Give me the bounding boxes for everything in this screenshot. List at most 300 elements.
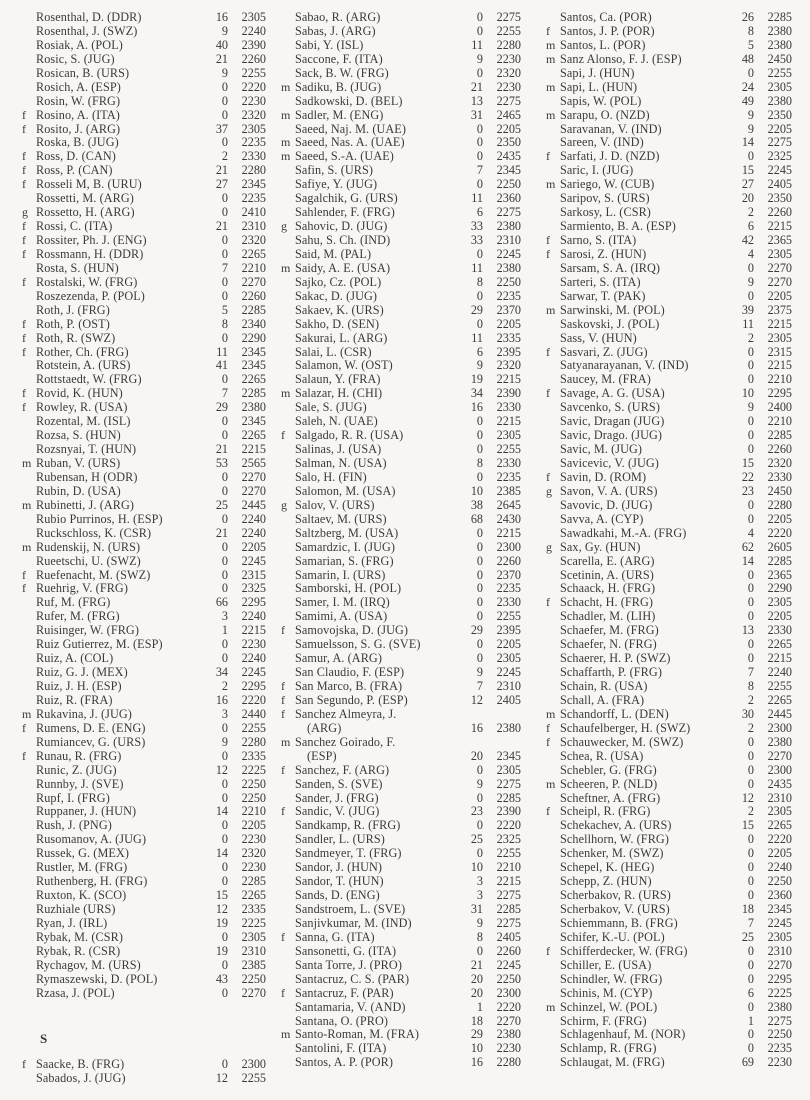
player-name: Rubinetti, J. (ARG) bbox=[36, 498, 135, 512]
player-name: Schifer, K.-U. (POL) bbox=[560, 930, 665, 944]
elo-rating: 2220 bbox=[241, 79, 266, 94]
games-count: 11 bbox=[471, 260, 483, 275]
title-marker: f bbox=[22, 400, 26, 415]
player-name: Rosseli M, B. (URU) bbox=[36, 178, 142, 192]
elo-rating: 2290 bbox=[767, 581, 792, 596]
elo-rating: 2435 bbox=[767, 776, 792, 791]
elo-rating: 2230 bbox=[496, 79, 521, 94]
player-entry bbox=[22, 917, 266, 931]
player-entry bbox=[22, 95, 266, 109]
elo-rating: 2295 bbox=[241, 679, 266, 693]
title-marker: f bbox=[22, 386, 26, 401]
games-count: 3 bbox=[476, 888, 483, 903]
games-count: 0 bbox=[221, 274, 228, 289]
player-name: Savovic, D. (JUG) bbox=[560, 498, 653, 512]
elo-rating: 2345 bbox=[241, 358, 266, 373]
player-entry bbox=[546, 945, 792, 959]
player-entry bbox=[22, 234, 266, 248]
games-count: 3 bbox=[221, 706, 228, 721]
player-name: Salinas, J. (USA) bbox=[295, 443, 382, 457]
title-marker: f bbox=[546, 149, 550, 164]
player-name: Sarfati, J. D. (NZD) bbox=[560, 150, 660, 164]
elo-rating: 2390 bbox=[241, 37, 266, 52]
elo-rating: 2350 bbox=[767, 107, 792, 122]
player-entry bbox=[22, 123, 266, 137]
player-name: Schekachev, A. (URS) bbox=[560, 819, 672, 833]
player-name: Safiye, Y. (JUG) bbox=[295, 178, 378, 192]
games-count: 0 bbox=[747, 957, 754, 972]
player-name: Salazar, H. (CHI) bbox=[295, 387, 383, 401]
player-name: Rustler, M. (FRG) bbox=[36, 861, 128, 875]
player-name: Rychagov, M. (URS) bbox=[36, 958, 141, 972]
player-entry bbox=[281, 610, 521, 624]
games-count: 6 bbox=[747, 985, 754, 1000]
elo-rating: 2450 bbox=[767, 51, 792, 66]
player-entry bbox=[281, 471, 521, 485]
elo-rating: 2335 bbox=[241, 748, 266, 763]
games-count: 0 bbox=[476, 846, 483, 861]
games-count: 16 bbox=[215, 10, 228, 24]
player-name: Schinis, M. (CYP) bbox=[560, 986, 653, 1000]
games-count: 0 bbox=[221, 205, 228, 220]
player-name: Ruxton, K. (SCO) bbox=[36, 889, 127, 903]
player-name: Saidy, A. E. (USA) bbox=[295, 261, 391, 275]
title-marker: f bbox=[281, 623, 285, 638]
games-count: 9 bbox=[747, 400, 754, 415]
elo-rating: 2250 bbox=[496, 177, 521, 192]
player-name: Sadiku, B. (JUG) bbox=[295, 80, 382, 94]
title-marker: f bbox=[546, 344, 550, 359]
title-marker: f bbox=[22, 177, 26, 192]
player-entry bbox=[546, 1015, 792, 1029]
player-name: Ryan, J. (IRL) bbox=[36, 916, 108, 930]
player-name: Savage, A. G. (USA) bbox=[560, 387, 665, 401]
player-name: Samborski, H. (POL) bbox=[295, 582, 402, 596]
player-entry bbox=[281, 945, 521, 959]
player-name: Rossetto, H. (ARG) bbox=[36, 206, 135, 220]
games-count: 4 bbox=[747, 246, 754, 261]
player-entry bbox=[281, 931, 521, 945]
games-count: 27 bbox=[741, 177, 754, 192]
player-entry bbox=[22, 499, 266, 513]
games-count: 2 bbox=[747, 720, 754, 735]
player-entry bbox=[22, 624, 266, 638]
player-entry bbox=[281, 457, 521, 471]
player-name: Rukavina, J. (JUG) bbox=[36, 707, 132, 721]
elo-rating: 2215 bbox=[496, 414, 521, 429]
player-entry bbox=[546, 332, 792, 346]
player-entry bbox=[546, 917, 792, 931]
elo-rating: 2280 bbox=[241, 734, 266, 749]
games-count: 0 bbox=[221, 469, 228, 484]
games-count: 0 bbox=[476, 651, 483, 666]
player-entry bbox=[22, 847, 266, 861]
player-entry bbox=[22, 750, 266, 764]
player-name: Rudenskij, N. (URS) bbox=[36, 540, 141, 554]
title-marker: f bbox=[546, 943, 550, 958]
player-name: Saric, I. (JUG) bbox=[560, 164, 634, 178]
player-name: Said, M. (PAL) bbox=[295, 247, 372, 261]
player-name: Ruiz, G. J. (MEX) bbox=[36, 666, 128, 680]
games-count: 0 bbox=[476, 442, 483, 457]
player-name: Schaufelberger, H. (SWZ) bbox=[560, 721, 691, 735]
player-name: Ross, P. (CAN) bbox=[36, 164, 113, 178]
player-entry bbox=[546, 318, 792, 332]
player-entry bbox=[22, 694, 266, 708]
title-marker: m bbox=[281, 734, 291, 749]
elo-rating: 2380 bbox=[767, 93, 792, 108]
player-entry bbox=[22, 220, 266, 234]
games-count: 1 bbox=[476, 999, 483, 1014]
elo-rating: 2230 bbox=[496, 51, 521, 66]
player-entry bbox=[281, 959, 521, 973]
player-entry bbox=[546, 429, 792, 443]
title-marker: m bbox=[546, 776, 556, 791]
player-entry bbox=[546, 624, 792, 638]
elo-rating: 2250 bbox=[496, 274, 521, 289]
player-name: Sanden, S. (SVE) bbox=[295, 777, 383, 791]
player-name: Scheeren, P. (NLD) bbox=[560, 777, 658, 791]
games-count: 25 bbox=[215, 497, 228, 512]
games-count: 15 bbox=[741, 163, 754, 178]
games-count: 3 bbox=[476, 874, 483, 889]
player-name: Rossiter, Ph. J. (ENG) bbox=[36, 234, 147, 247]
games-count: 0 bbox=[221, 191, 228, 206]
player-entry bbox=[22, 778, 266, 792]
player-entry bbox=[281, 178, 521, 192]
player-name: Schepp, Z. (HUN) bbox=[560, 875, 652, 889]
elo-rating: 2265 bbox=[767, 692, 792, 707]
elo-rating: 2440 bbox=[241, 706, 266, 721]
player-entry bbox=[281, 332, 521, 346]
player-name: Schepel, K. (HEG) bbox=[560, 861, 655, 875]
games-count: 7 bbox=[221, 386, 228, 401]
games-count: 10 bbox=[470, 1041, 483, 1056]
elo-rating: 2350 bbox=[496, 135, 521, 150]
player-entry bbox=[546, 234, 792, 248]
elo-rating: 2265 bbox=[241, 888, 266, 903]
elo-rating: 2205 bbox=[767, 288, 792, 303]
games-count: 9 bbox=[476, 665, 483, 680]
player-entry bbox=[22, 276, 266, 290]
elo-rating: 2205 bbox=[496, 316, 521, 331]
player-name: Sahu, S. Ch. (IND) bbox=[295, 234, 391, 247]
player-name: Rufer, M. (FRG) bbox=[36, 610, 120, 624]
player-name: Ross, D. (CAN) bbox=[36, 150, 116, 164]
elo-rating: 2205 bbox=[241, 818, 266, 833]
player-entry bbox=[22, 513, 266, 527]
player-name: Santo-Roman, M. (FRA) bbox=[295, 1028, 419, 1042]
player-name: Saltzberg, M. (USA) bbox=[295, 526, 399, 540]
player-name: Sarno, S. (ITA) bbox=[560, 234, 637, 247]
player-entry bbox=[546, 861, 792, 875]
elo-rating: 2270 bbox=[767, 748, 792, 763]
title-marker: g bbox=[281, 497, 287, 512]
games-count: 0 bbox=[476, 790, 483, 805]
player-name: Sarosi, Z. (HUN) bbox=[560, 247, 647, 261]
elo-rating: 2345 bbox=[767, 902, 792, 916]
player-entry bbox=[281, 123, 521, 137]
player-entry bbox=[546, 680, 792, 694]
player-name: Savon, V. A. (URS) bbox=[560, 484, 658, 498]
elo-rating: 2265 bbox=[767, 637, 792, 652]
player-name: Samimi, A. (USA) bbox=[295, 610, 388, 624]
games-count: 0 bbox=[747, 846, 754, 861]
elo-rating: 2310 bbox=[767, 790, 792, 805]
title-marker: f bbox=[546, 804, 550, 819]
games-count: 18 bbox=[741, 902, 754, 916]
title-marker: m bbox=[22, 456, 32, 470]
elo-rating: 2215 bbox=[496, 525, 521, 540]
player-name: Sasvari, Z. (JUG) bbox=[560, 345, 648, 359]
games-count: 0 bbox=[221, 79, 228, 94]
player-name: Scheipl, R. (FRG) bbox=[560, 805, 651, 819]
player-entry bbox=[22, 248, 266, 262]
section-letter-heading: S bbox=[40, 1030, 48, 1046]
games-count: 9 bbox=[747, 107, 754, 122]
player-name: Sarwinski, M. (POL) bbox=[560, 303, 665, 317]
games-count: 16 bbox=[470, 400, 483, 415]
player-name: Ruiz Gutierrez, M. (ESP) bbox=[36, 638, 163, 652]
player-name: Roth, J. (FRG) bbox=[36, 303, 110, 317]
elo-rating: 2280 bbox=[496, 1055, 521, 1070]
games-count: 16 bbox=[470, 1055, 483, 1070]
elo-rating: 2280 bbox=[241, 163, 266, 178]
elo-rating: 2330 bbox=[767, 469, 792, 484]
player-entry bbox=[281, 387, 521, 401]
elo-rating: 2255 bbox=[767, 65, 792, 80]
player-name: Sakaev, K. (URS) bbox=[295, 303, 384, 317]
games-count: 21 bbox=[215, 219, 228, 234]
elo-rating: 2290 bbox=[241, 330, 266, 345]
player-name: Rossi, C. (ITA) bbox=[36, 220, 113, 234]
player-name: Rybak, M. (CSR) bbox=[36, 930, 124, 944]
player-entry bbox=[546, 457, 792, 471]
title-marker: m bbox=[546, 79, 556, 94]
player-entry bbox=[546, 164, 792, 178]
games-count: 33 bbox=[470, 233, 483, 247]
games-count: 0 bbox=[476, 246, 483, 261]
games-count: 0 bbox=[221, 985, 228, 1000]
player-entry bbox=[22, 304, 266, 318]
player-name: Santacruz, C. S. (PAR) bbox=[295, 972, 410, 986]
games-count: 0 bbox=[221, 874, 228, 889]
player-name: Sander, J. (FRG) bbox=[295, 791, 379, 805]
elo-rating: 2445 bbox=[767, 706, 792, 721]
player-name: Saravanan, V. (IND) bbox=[560, 122, 662, 136]
player-name: Savin, D. (ROM) bbox=[560, 470, 647, 484]
games-count: 21 bbox=[215, 442, 228, 457]
elo-rating: 2390 bbox=[496, 386, 521, 401]
player-entry bbox=[546, 150, 792, 164]
player-entry bbox=[546, 373, 792, 387]
games-count: 11 bbox=[471, 330, 483, 345]
player-name: Rottstaedt, W. (FRG) bbox=[36, 373, 142, 387]
player-entry bbox=[22, 415, 266, 429]
player-name: Saucey, M. (FRA) bbox=[560, 373, 651, 387]
elo-rating: 2250 bbox=[496, 971, 521, 986]
title-marker: f bbox=[22, 233, 26, 247]
elo-rating: 2300 bbox=[767, 720, 792, 735]
games-count: 0 bbox=[476, 595, 483, 610]
player-name: Schlamp, R. (FRG) bbox=[560, 1042, 657, 1056]
column-1-section-s-rows bbox=[22, 1058, 266, 1086]
title-marker: f bbox=[546, 734, 550, 749]
player-name: Runau, R. (FRG) bbox=[36, 749, 122, 763]
elo-rating: 2280 bbox=[767, 497, 792, 512]
player-entry bbox=[546, 750, 792, 764]
player-name: Sands, D. (ENG) bbox=[295, 889, 380, 903]
player-name: Salov, V. (URS) bbox=[295, 498, 375, 512]
player-name: (ARG) bbox=[307, 721, 342, 735]
player-entry bbox=[281, 304, 521, 318]
games-count: 0 bbox=[221, 832, 228, 847]
elo-rating: 2250 bbox=[767, 1027, 792, 1042]
games-count: 0 bbox=[221, 567, 228, 582]
games-count: 9 bbox=[476, 776, 483, 791]
player-name: Schaefer, N. (FRG) bbox=[560, 638, 657, 652]
elo-rating: 2275 bbox=[496, 205, 521, 220]
elo-rating: 2380 bbox=[767, 23, 792, 38]
elo-rating: 2345 bbox=[241, 414, 266, 429]
elo-rating: 2310 bbox=[767, 943, 792, 958]
player-name: Rostalski, W. (FRG) bbox=[36, 275, 138, 289]
games-count: 27 bbox=[215, 177, 228, 192]
games-count: 0 bbox=[221, 776, 228, 791]
player-name: Schaefer, M. (FRG) bbox=[560, 624, 659, 638]
player-name: Santos, L. (POR) bbox=[560, 38, 646, 52]
player-entry bbox=[22, 875, 266, 889]
elo-rating: 2275 bbox=[767, 1013, 792, 1028]
elo-rating: 2270 bbox=[241, 483, 266, 498]
elo-rating: 2285 bbox=[496, 790, 521, 805]
games-count: 29 bbox=[215, 400, 228, 415]
player-entry bbox=[546, 805, 792, 819]
elo-rating: 2330 bbox=[241, 149, 266, 164]
games-count: 38 bbox=[470, 497, 483, 512]
title-marker: f bbox=[281, 762, 285, 777]
player-name: Scherbakov, R. (URS) bbox=[560, 889, 671, 903]
games-count: 9 bbox=[221, 65, 228, 80]
player-name: Russek, G. (MEX) bbox=[36, 847, 130, 861]
player-name: Samarin, I. (URS) bbox=[295, 568, 386, 582]
games-count: 0 bbox=[221, 233, 228, 247]
player-entry bbox=[546, 25, 792, 39]
games-count: 23 bbox=[741, 483, 754, 498]
games-count: 53 bbox=[215, 456, 228, 470]
player-entry bbox=[546, 569, 792, 583]
player-entry bbox=[22, 53, 266, 67]
player-entry bbox=[281, 847, 521, 861]
player-entry bbox=[22, 596, 266, 610]
games-count: 0 bbox=[747, 860, 754, 875]
games-count: 42 bbox=[741, 233, 754, 247]
player-entry bbox=[281, 95, 521, 109]
player-name: Savic, M. (JUG) bbox=[560, 443, 643, 457]
title-marker: f bbox=[22, 330, 26, 345]
elo-rating: 2390 bbox=[496, 804, 521, 819]
elo-rating: 2380 bbox=[496, 219, 521, 234]
player-entry bbox=[546, 638, 792, 652]
games-count: 14 bbox=[215, 804, 228, 819]
player-entry bbox=[281, 53, 521, 67]
player-name: Sack, B. W. (FRG) bbox=[295, 66, 389, 80]
player-entry bbox=[281, 109, 521, 123]
player-name: Samur, A. (ARG) bbox=[295, 652, 382, 666]
games-count: 0 bbox=[221, 790, 228, 805]
games-count: 0 bbox=[747, 511, 754, 526]
games-count: 33 bbox=[470, 219, 483, 234]
elo-rating: 2405 bbox=[496, 929, 521, 944]
games-count: 0 bbox=[747, 442, 754, 457]
player-entry bbox=[22, 959, 266, 973]
title-marker: g bbox=[22, 205, 28, 220]
player-entry bbox=[546, 262, 792, 276]
games-count: 25 bbox=[741, 929, 754, 944]
player-name: Rosin, W. (FRG) bbox=[36, 94, 121, 108]
games-count: 0 bbox=[747, 748, 754, 763]
games-count: 0 bbox=[747, 609, 754, 624]
elo-rating: 2330 bbox=[767, 623, 792, 638]
elo-rating: 2330 bbox=[496, 595, 521, 610]
elo-rating: 2445 bbox=[241, 497, 266, 512]
elo-rating: 2370 bbox=[496, 302, 521, 317]
games-count: 7 bbox=[476, 679, 483, 693]
player-entry bbox=[281, 1056, 521, 1070]
player-entry bbox=[281, 764, 521, 778]
title-marker: f bbox=[281, 692, 285, 707]
title-marker: m bbox=[546, 107, 556, 122]
games-count: 10 bbox=[470, 860, 483, 875]
player-name: Rosiak, A. (POL) bbox=[36, 38, 123, 52]
player-name: Sandic, V. (JUG) bbox=[295, 805, 380, 819]
games-count: 9 bbox=[476, 915, 483, 930]
player-entry bbox=[281, 861, 521, 875]
player-entry bbox=[22, 610, 266, 624]
player-entry bbox=[546, 499, 792, 513]
elo-rating: 2370 bbox=[496, 567, 521, 582]
games-count: 0 bbox=[221, 372, 228, 387]
player-name: Schenker, M. (SWZ) bbox=[560, 847, 664, 861]
player-name: Ruiz, A. (COL) bbox=[36, 652, 114, 666]
title-marker: f bbox=[281, 929, 285, 944]
player-name: Santana, O. (PRO) bbox=[295, 1014, 389, 1028]
player-entry bbox=[546, 736, 792, 750]
player-entry bbox=[22, 373, 266, 387]
player-entry bbox=[546, 39, 792, 53]
elo-rating: 2215 bbox=[767, 219, 792, 234]
player-entry bbox=[546, 276, 792, 290]
games-count: 8 bbox=[476, 456, 483, 470]
games-count: 0 bbox=[747, 888, 754, 903]
games-count: 0 bbox=[221, 414, 228, 429]
player-name: Sarsam, S. A. (IRQ) bbox=[560, 261, 661, 275]
elo-rating: 2345 bbox=[496, 748, 521, 763]
games-count: 0 bbox=[221, 135, 228, 150]
games-count: 0 bbox=[476, 414, 483, 429]
games-count: 0 bbox=[476, 23, 483, 38]
elo-rating: 2310 bbox=[496, 233, 521, 247]
title-marker: m bbox=[281, 149, 291, 164]
games-count: 14 bbox=[215, 846, 228, 861]
games-count: 37 bbox=[215, 121, 228, 136]
player-entry bbox=[281, 680, 521, 694]
games-count: 8 bbox=[747, 679, 754, 693]
elo-rating: 2375 bbox=[767, 302, 792, 317]
player-name: Sapi, L. (HUN) bbox=[560, 80, 638, 94]
games-count: 11 bbox=[471, 37, 483, 52]
elo-rating: 2260 bbox=[767, 205, 792, 220]
